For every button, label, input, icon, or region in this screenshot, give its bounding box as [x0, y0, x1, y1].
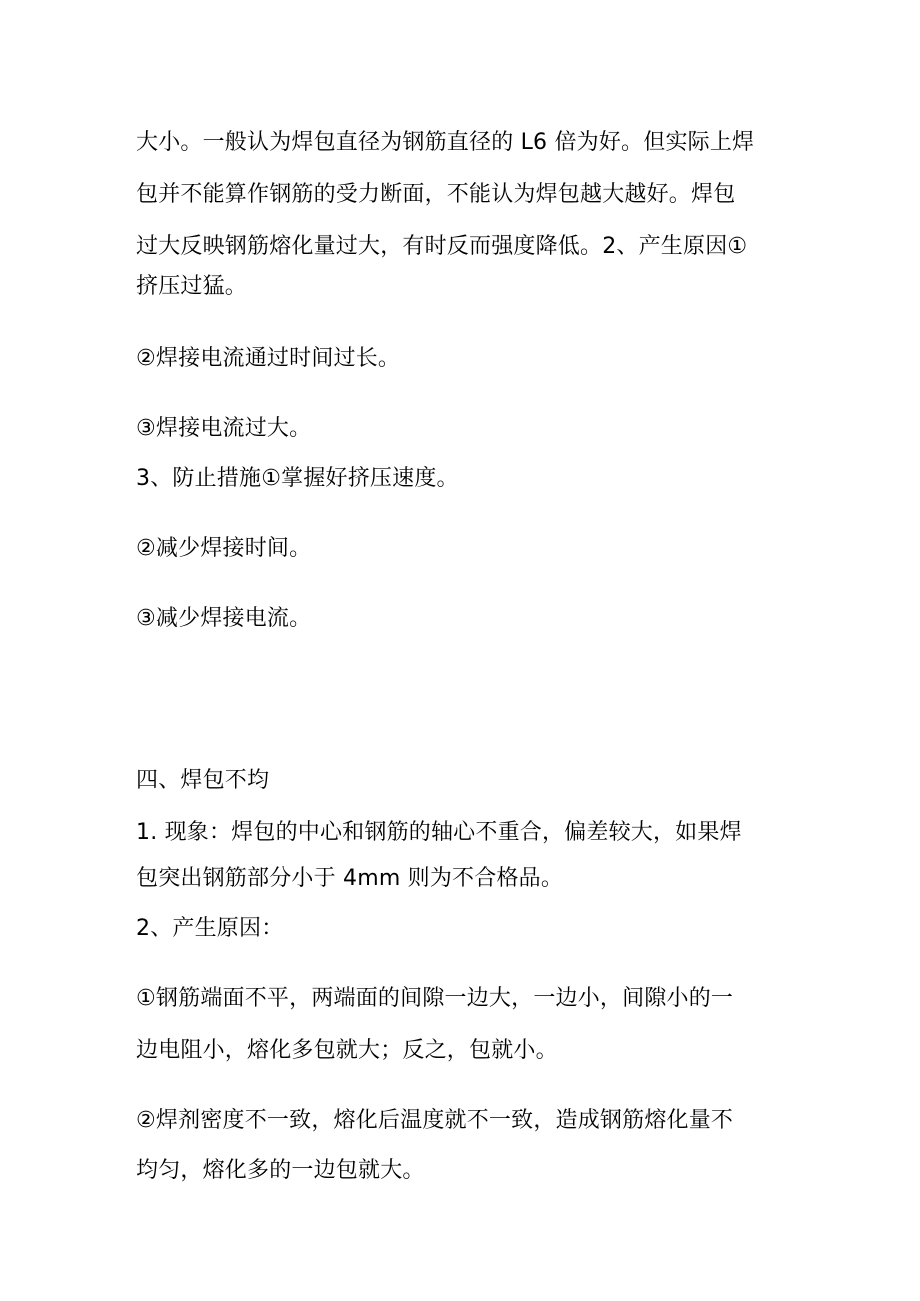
cause-item: ②焊接电流通过时间过长。 — [136, 346, 401, 371]
paragraph-line: 包并不能算作钢筋的受力断面，不能认为焊包越大越好。焊包 — [136, 182, 736, 207]
cause-line: ②焊剂密度不一致，熔化后温度就不一致，造成钢筋熔化量不 — [136, 1108, 734, 1133]
causes-heading: 2、产生原因： — [136, 916, 284, 941]
cause-line: ①钢筋端面不平，两端面的间隙一边大，一边小，间隙小的一 — [136, 986, 734, 1011]
paragraph-line: 挤压过猛。 — [136, 274, 248, 299]
prevention-item: ②减少焊接时间。 — [136, 536, 312, 561]
phenomenon-line: 包突出钢筋部分小于 4mm 则为不合格品。 — [136, 866, 564, 891]
phenomenon-line: 1. 现象：焊包的中心和钢筋的轴心不重合，偏差较大，如果焊 — [136, 820, 742, 845]
prevention-item: 3、防止措施①掌握好挤压速度。 — [136, 466, 459, 491]
section-heading: 四、焊包不均 — [136, 768, 270, 793]
cause-line: 均匀，熔化多的一边包就大。 — [136, 1158, 425, 1183]
paragraph-line: 大小。一般认为焊包直径为钢筋直径的 L6 倍为好。但实际上焊 — [136, 130, 755, 155]
cause-item: ③焊接电流过大。 — [136, 416, 312, 441]
prevention-item: ③减少焊接电流。 — [136, 606, 312, 631]
cause-line: 边电阻小，熔化多包就大；反之，包就小。 — [136, 1038, 558, 1063]
paragraph-line: 过大反映钢筋熔化量过大，有时反而强度降低。2、产生原因① — [136, 234, 748, 259]
